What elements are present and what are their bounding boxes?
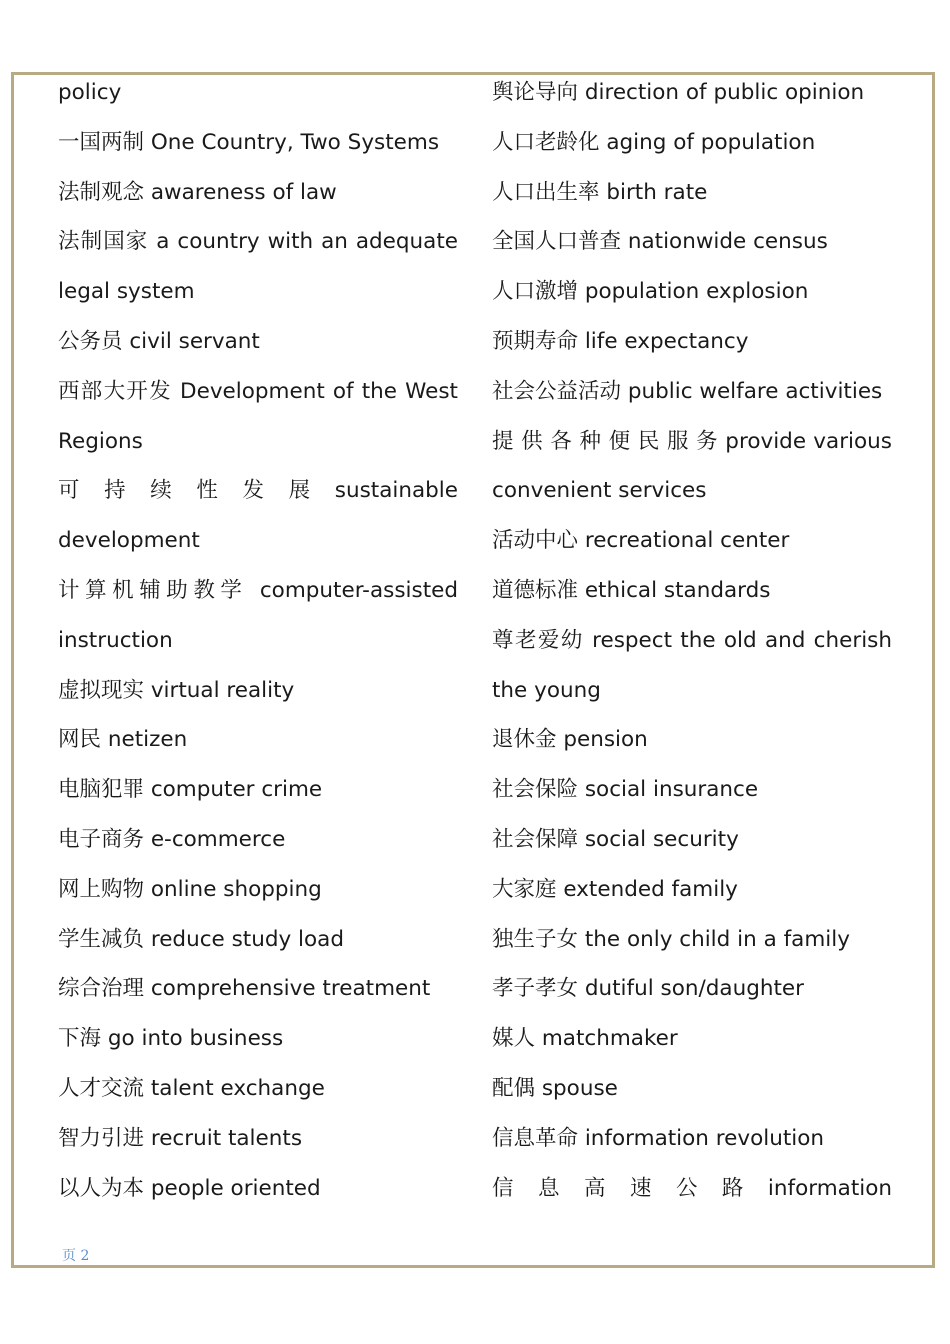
glossary-entry-line: 学生减负 reduce study load xyxy=(58,926,344,952)
glossary-entry-line: 孝子孝女 dutiful son/daughter xyxy=(492,976,804,1002)
glossary-column-left xyxy=(58,68,458,1213)
glossary-entry-line: 人才交流 talent exchange xyxy=(58,1075,325,1101)
glossary-entry-line: the young xyxy=(492,677,601,703)
glossary-entry-line: 尊老爱幼 respect the old and cherish xyxy=(492,627,892,653)
glossary-entry-line: 提 供 各 种 便 民 服 务 provide various xyxy=(492,428,892,454)
glossary-entry-line: 信息革命 information revolution xyxy=(492,1125,825,1151)
glossary-entry-line: 人口老龄化 aging of population xyxy=(492,129,816,155)
glossary-entry-line: 社会保障 social security xyxy=(492,826,739,852)
glossary-entry-line: Regions xyxy=(58,428,143,454)
glossary-entry-line: 电脑犯罪 computer crime xyxy=(58,777,323,803)
glossary-entry-line: 法制观念 awareness of law xyxy=(58,179,337,205)
glossary-entry-line: 网民 netizen xyxy=(58,727,188,753)
glossary-entry-line: 公务员 civil servant xyxy=(58,328,260,354)
glossary-entry-line: policy xyxy=(58,80,122,105)
glossary-entry-line: 独生子女 the only child in a family xyxy=(492,926,850,952)
glossary-entry-line: 下海 go into business xyxy=(58,1026,284,1052)
page-number: 页 2 xyxy=(62,1248,90,1264)
glossary-entry-line: 道德标准 ethical standards xyxy=(492,577,771,603)
glossary-entry-line: 计算机辅助教学 computer-assisted xyxy=(58,577,458,603)
glossary-entry-line: 配偶 spouse xyxy=(492,1075,618,1101)
glossary-entry-line: instruction xyxy=(58,627,173,653)
glossary-entry-line: 信 息 高 速 公 路 information xyxy=(492,1175,892,1201)
glossary-entry-line: convenient services xyxy=(492,478,707,504)
glossary-entry-line: 社会公益活动 public welfare activities xyxy=(492,378,883,404)
glossary-entry-line: 人口激增 population explosion xyxy=(492,279,809,305)
glossary-entry-line: 法制国家 a country with an adequate xyxy=(58,229,458,255)
glossary-entry-line: 社会保险 social insurance xyxy=(492,777,759,803)
glossary-entry-line: 可 持 续 性 发 展 sustainable xyxy=(58,478,458,504)
glossary-entry-line: 人口出生率 birth rate xyxy=(492,179,708,205)
glossary-entry-line: 综合治理 comprehensive treatment xyxy=(58,976,431,1002)
glossary-entry-line: 西部大开发 Development of the West xyxy=(58,378,458,404)
glossary-entry-line: 媒人 matchmaker xyxy=(492,1026,678,1052)
glossary-entry-line: 大家庭 extended family xyxy=(492,876,738,902)
glossary-entry-line: 一国两制 One Country, Two Systems xyxy=(58,129,440,155)
glossary-entry-line: 智力引进 recruit talents xyxy=(58,1125,303,1151)
glossary-entry-line: 电子商务 e-commerce xyxy=(58,826,286,852)
glossary-entry-line: 活动中心 recreational center xyxy=(492,528,790,554)
glossary-entry-line: 预期寿命 life expectancy xyxy=(492,328,749,354)
glossary-entry-line: 舆论导向 direction of public opinion xyxy=(492,80,865,105)
glossary-entry-line: 以人为本 people oriented xyxy=(58,1175,321,1201)
glossary-entry-line: 退休金 pension xyxy=(492,727,648,753)
glossary-column-right xyxy=(492,68,892,1213)
glossary-entry-line: development xyxy=(58,528,200,554)
glossary-entry-line: 虚拟现实 virtual reality xyxy=(58,677,295,703)
glossary-entry-line: legal system xyxy=(58,279,195,305)
glossary-entry-line: 网上购物 online shopping xyxy=(58,876,322,902)
glossary-entry-line: 全国人口普查 nationwide census xyxy=(492,229,828,255)
